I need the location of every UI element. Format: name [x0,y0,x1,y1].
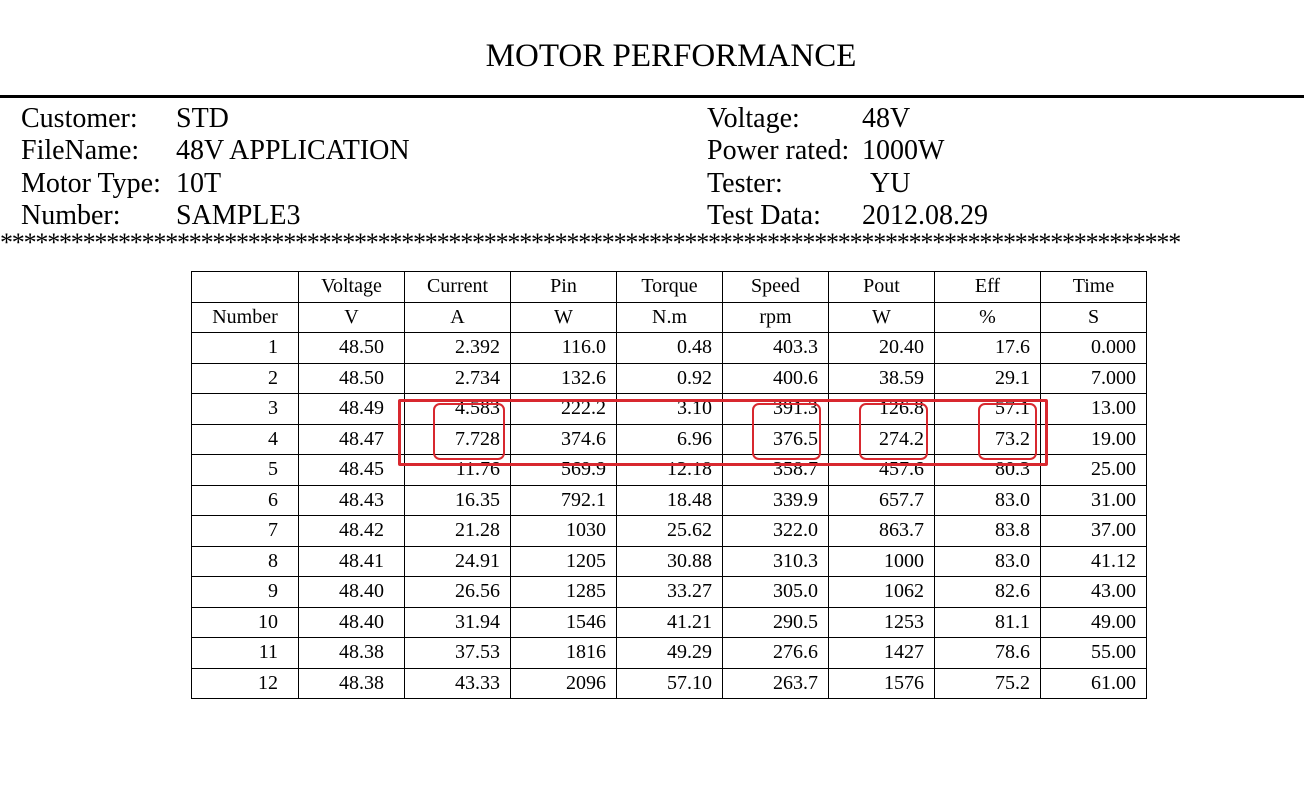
table-cell: 48.38 [299,668,405,699]
table-cell: 4 [192,424,299,455]
info-value: 10T [176,168,222,199]
table-cell: 374.6 [511,424,617,455]
table-cell: 5 [192,455,299,486]
header-cell: A [405,302,511,333]
table-cell: 1030 [511,516,617,547]
header-cell: V [299,302,405,333]
table-row [192,546,1147,577]
table-cell: 48.50 [299,333,405,364]
table-cell: 20.40 [829,333,935,364]
table-cell: 33.27 [617,577,723,608]
info-value: 48V APPLICATION [176,135,410,166]
table-cell: 49.00 [1041,607,1147,638]
header-cell: Voltage [299,272,405,303]
table-cell: 37.00 [1041,516,1147,547]
table-cell: 1253 [829,607,935,638]
table-cell: 1000 [829,546,935,577]
table-cell: 48.47 [299,424,405,455]
table-row [192,516,1147,547]
title-rule [0,95,1304,98]
table-cell: 18.48 [617,485,723,516]
table-cell: 403.3 [723,333,829,364]
table-cell: 25.00 [1041,455,1147,486]
asterisk-separator: **************************************************************************************************** [0,228,1181,257]
table-cell: 792.1 [511,485,617,516]
header-cell: N.m [617,302,723,333]
header-row-names [192,272,1147,303]
table-cell: 75.2 [935,668,1041,699]
table-cell: 1427 [829,638,935,669]
table-cell: 29.1 [935,363,1041,394]
info-value: STD [176,103,229,134]
table-row [192,485,1147,516]
table-row [192,638,1147,669]
info-value: YU [870,168,911,199]
table-cell: 310.3 [723,546,829,577]
table-cell: 80.3 [935,455,1041,486]
info-label: Motor Type: [21,168,161,199]
table-cell: 41.12 [1041,546,1147,577]
table-cell: 49.29 [617,638,723,669]
table-cell: 1546 [511,607,617,638]
table-cell: 83.8 [935,516,1041,547]
table-cell: 9 [192,577,299,608]
table-cell: 10 [192,607,299,638]
table-cell: 57.10 [617,668,723,699]
table-cell: 116.0 [511,333,617,364]
table-cell: 37.53 [405,638,511,669]
table-cell: 290.5 [723,607,829,638]
table-cell: 322.0 [723,516,829,547]
table-cell: 0.92 [617,363,723,394]
table-cell: 30.88 [617,546,723,577]
table-cell: 13.00 [1041,394,1147,425]
info-value: SAMPLE3 [176,200,301,231]
table-cell: 391.3 [723,394,829,425]
table-cell: 358.7 [723,455,829,486]
header-cell: Number [192,302,299,333]
table-cell: 2096 [511,668,617,699]
header-cell [192,272,299,303]
table-cell: 48.49 [299,394,405,425]
header-cell: Pout [829,272,935,303]
table-cell: 3 [192,394,299,425]
table-cell: 2.734 [405,363,511,394]
header-cell: % [935,302,1041,333]
table-cell: 0.48 [617,333,723,364]
info-value: 48V [862,103,911,134]
table-cell: 73.2 [935,424,1041,455]
table-cell: 25.62 [617,516,723,547]
info-value: 1000W [862,135,945,166]
table-cell: 1062 [829,577,935,608]
info-label: Number: [21,200,121,231]
table-cell: 1205 [511,546,617,577]
table-cell: 569.9 [511,455,617,486]
header-cell: Pin [511,272,617,303]
table-cell: 12 [192,668,299,699]
table-row [192,668,1147,699]
table-cell: 3.10 [617,394,723,425]
info-label: Test Data: [707,200,821,231]
header-cell: W [511,302,617,333]
table-cell: 83.0 [935,485,1041,516]
table-cell: 26.56 [405,577,511,608]
table-cell: 276.6 [723,638,829,669]
table-row [192,607,1147,638]
table-cell: 305.0 [723,577,829,608]
table-cell: 1285 [511,577,617,608]
table-cell: 400.6 [723,363,829,394]
table-cell: 1576 [829,668,935,699]
table-row [192,455,1147,486]
table-cell: 339.9 [723,485,829,516]
table-cell: 24.91 [405,546,511,577]
table-cell: 457.6 [829,455,935,486]
header-cell: W [829,302,935,333]
table-cell: 7.000 [1041,363,1147,394]
header-cell: rpm [723,302,829,333]
table-cell: 48.38 [299,638,405,669]
table-cell: 7.728 [405,424,511,455]
table-cell: 17.6 [935,333,1041,364]
header-cell: Time [1041,272,1147,303]
table-cell: 41.21 [617,607,723,638]
table-body [192,272,1147,699]
table-row [192,424,1147,455]
table-row [192,394,1147,425]
info-label: Power rated: [707,135,850,166]
table-cell: 48.50 [299,363,405,394]
table-cell: 222.2 [511,394,617,425]
header-cell: Speed [723,272,829,303]
header-row-units [192,302,1147,333]
table-cell: 132.6 [511,363,617,394]
table-row [192,363,1147,394]
table-cell: 61.00 [1041,668,1147,699]
table-cell: 11 [192,638,299,669]
table-cell: 12.18 [617,455,723,486]
table-cell: 2 [192,363,299,394]
table-cell: 657.7 [829,485,935,516]
table-cell: 31.00 [1041,485,1147,516]
info-value: 2012.08.29 [862,200,988,231]
table-cell: 1 [192,333,299,364]
table-cell: 376.5 [723,424,829,455]
table-cell: 38.59 [829,363,935,394]
table-cell: 8 [192,546,299,577]
table-cell: 863.7 [829,516,935,547]
table-cell: 55.00 [1041,638,1147,669]
info-label: Customer: [21,103,138,134]
info-label: FileName: [21,135,140,166]
motor-performance-table [191,271,1147,699]
table-cell: 31.94 [405,607,511,638]
table-cell: 0.000 [1041,333,1147,364]
table-cell: 19.00 [1041,424,1147,455]
info-label: Voltage: [707,103,800,134]
header-cell: Current [405,272,511,303]
header-cell: Torque [617,272,723,303]
table-cell: 43.00 [1041,577,1147,608]
table-cell: 43.33 [405,668,511,699]
table-cell: 6 [192,485,299,516]
table-cell: 274.2 [829,424,935,455]
table-cell: 48.40 [299,577,405,608]
table-cell: 48.43 [299,485,405,516]
table-cell: 78.6 [935,638,1041,669]
table-row [192,333,1147,364]
table-cell: 4.583 [405,394,511,425]
table-cell: 16.35 [405,485,511,516]
table-cell: 21.28 [405,516,511,547]
table-cell: 11.76 [405,455,511,486]
table-cell: 83.0 [935,546,1041,577]
table-cell: 1816 [511,638,617,669]
table-cell: 57.1 [935,394,1041,425]
table-cell: 263.7 [723,668,829,699]
info-label: Tester: [707,168,783,199]
table-cell: 7 [192,516,299,547]
table-cell: 48.45 [299,455,405,486]
table-cell: 6.96 [617,424,723,455]
table-cell: 48.41 [299,546,405,577]
page-title: MOTOR PERFORMANCE [485,38,857,74]
table-cell: 48.40 [299,607,405,638]
table-cell: 48.42 [299,516,405,547]
header-cell: S [1041,302,1147,333]
table-cell: 2.392 [405,333,511,364]
header-cell: Eff [935,272,1041,303]
table-cell: 82.6 [935,577,1041,608]
table-row [192,577,1147,608]
table-cell: 126.8 [829,394,935,425]
table-cell: 81.1 [935,607,1041,638]
